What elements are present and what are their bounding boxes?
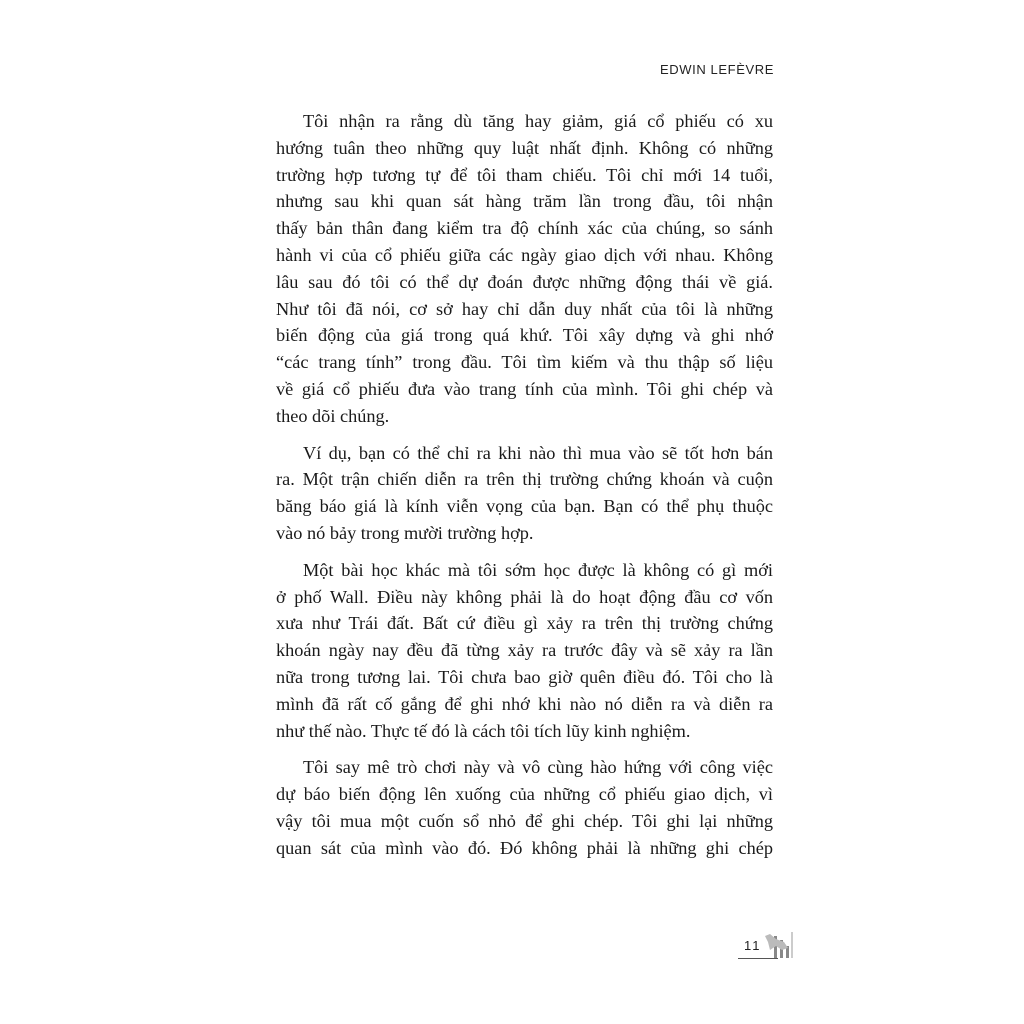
- text-line: ra. Một trận chiến diễn ra trên thị trường chứng khoán và cuộn: [276, 469, 773, 490]
- text-line: hướng tuân theo những quy luật nhất định. Không có những: [276, 137, 773, 158]
- page-number: 11: [744, 938, 762, 953]
- text-line: vậy tôi mua một cuốn sổ nhỏ để ghi chép. Tôi ghi lại những: [276, 810, 773, 831]
- text-line: Ví dụ, bạn có thể chỉ ra khi nào thì mua vào sẽ tốt hơn bán: [303, 442, 773, 463]
- text-line: nữa trong tương lai. Tôi chưa bao giờ quên điều đó. Tôi cho là: [276, 666, 773, 687]
- text-line: nhưng sau khi quan sát hàng trăm lần trong đầu, tôi nhận: [276, 191, 773, 212]
- running-header: EDWIN LEFÈVRE: [660, 62, 774, 77]
- text-line: lâu sau đó tôi có thể dự đoán được những động thái về giá.: [276, 271, 773, 292]
- text-line: hành vi của cổ phiếu giữa các ngày giao dịch với nhau. Không: [276, 244, 773, 265]
- text-line: dự báo biến động lên xuống của những cổ phiếu giao dịch, vì: [276, 784, 773, 805]
- text-line: Tôi say mê trò chơi này và vô cùng hào hứng với công việc: [303, 757, 773, 778]
- paragraph: [276, 754, 773, 861]
- text-line: Như tôi đã nói, cơ sở hay chỉ dẫn duy nhất của tôi là những: [276, 298, 773, 319]
- paragraph: [276, 557, 773, 745]
- text-line: vào nó bảy trong mười trường hợp.: [276, 522, 534, 543]
- paragraph: [276, 440, 773, 547]
- text-line: biến động của giá trong quá khứ. Tôi xây dựng và ghi nhớ: [276, 325, 773, 346]
- text-line: ở phố Wall. Điều này không phải là do hoạt động đầu cơ vốn: [276, 586, 773, 607]
- page-footer: [738, 930, 794, 962]
- paragraph: [276, 108, 773, 430]
- text-line: khoán ngày nay đều đã từng xảy ra trước đây và sẽ xảy ra lần: [276, 640, 773, 661]
- text-line: trường hợp tương tự để tôi tham chiếu. Tôi chỉ mới 14 tuổi,: [276, 164, 773, 185]
- text-line: Một bài học khác mà tôi sớm học được là không có gì mới: [303, 559, 773, 580]
- text-line: băng báo giá là kính viễn vọng của bạn. Bạn có thể phụ thuộc: [276, 496, 773, 517]
- text-line: quan sát của mình vào đó. Đó không phải là những ghi chép: [276, 837, 773, 858]
- body-text: [276, 108, 773, 872]
- text-line: về giá cổ phiếu đưa vào trang tính của mình. Tôi ghi chép và: [276, 378, 773, 399]
- text-line: như thế nào. Thực tế đó là cách tôi tích lũy kinh nghiệm.: [276, 720, 691, 741]
- text-line: thấy bản thân đang kiểm tra độ chính xác của chúng, so sánh: [276, 218, 773, 239]
- text-line: mình đã rất cố gắng để ghi nhớ khi nào nó diễn ra và diễn ra: [276, 693, 773, 714]
- text-line: “các trang tính” trong đầu. Tôi tìm kiếm và thu thập số liệu: [276, 352, 773, 373]
- bull-chart-icon: [762, 930, 794, 960]
- text-line: xưa như Trái đất. Bất cứ điều gì xảy ra trên thị trường chứng: [276, 613, 773, 634]
- text-line: theo dõi chúng.: [276, 405, 390, 426]
- text-line: Tôi nhận ra rằng dù tăng hay giảm, giá cổ phiếu có xu: [303, 111, 773, 131]
